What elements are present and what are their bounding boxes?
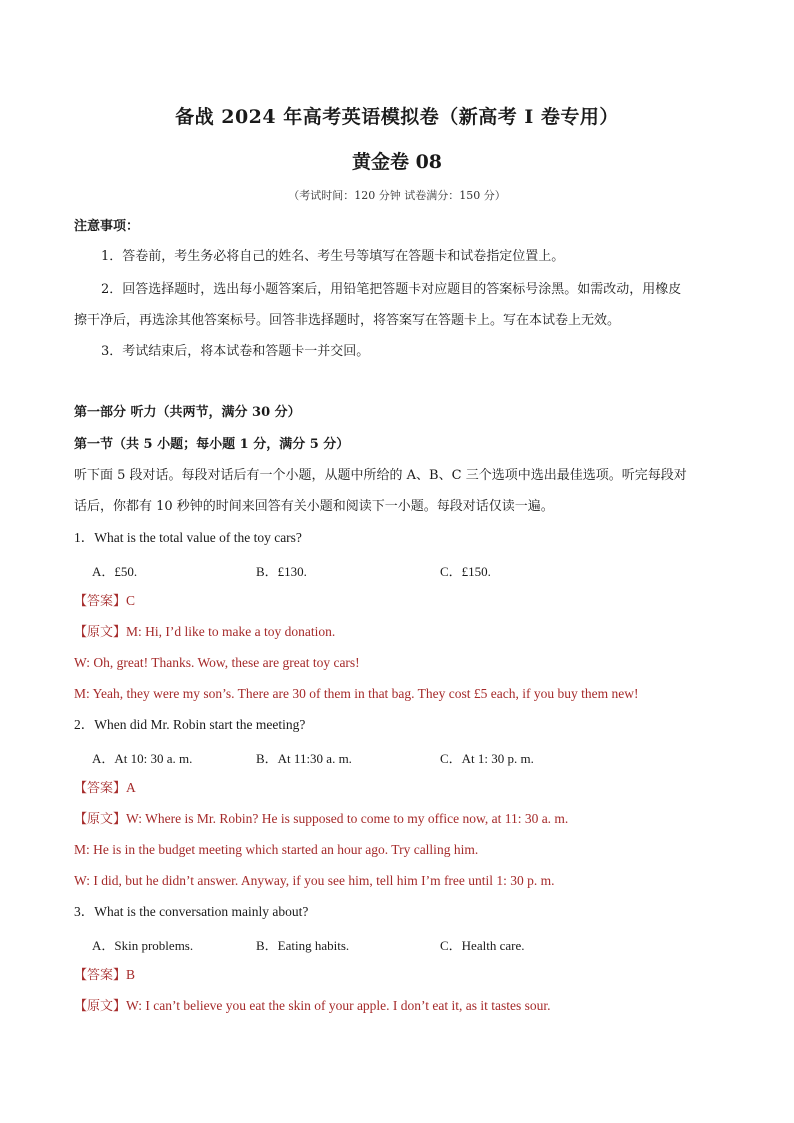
- script-tag: 【原文】: [74, 625, 127, 640]
- note-item: 2．回答选择题时，选出每小题答案后，用铅笔把答题卡对应题目的答案标号涂黑。如需改动，用橡皮: [101, 282, 682, 297]
- note-item: 擦干净后，再选涂其他答案标号。回答非选择题时，将答案写在答题卡上。写在本试卷上无效。: [74, 313, 621, 328]
- answer-tag: 【答案】: [74, 594, 127, 609]
- option-c: C．£150.: [440, 564, 491, 579]
- part-heading: 第一部分 听力（共两节，满分 30 分）: [74, 405, 301, 420]
- page-title: 备战 2024 年高考英语模拟卷（新高考 I 卷专用）: [175, 106, 619, 128]
- answer-tag: 【答案】: [74, 781, 127, 796]
- option-b: B．At 11:30 a. m.: [256, 751, 352, 766]
- script-line: M: He is in the budget meeting which started an hour ago. Try calling him.: [74, 842, 479, 857]
- script-tag: 【原文】: [74, 999, 127, 1014]
- answer-line: [74, 779, 136, 798]
- option-c: C．At 1: 30 p. m.: [440, 751, 534, 766]
- option-a: A．Skin problems.: [92, 938, 194, 953]
- answer-line: [74, 966, 135, 985]
- option-a: A．At 10: 30 a. m.: [92, 751, 193, 766]
- script-text: W: I can’t believe you eat the skin of your apple. I don’t eat it, as it tastes sour.: [126, 998, 551, 1013]
- script-line: W: I did, but he didn’t answer. Anyway, if you see him, tell him I’m free until 1: 30 p. m.: [74, 873, 555, 888]
- note-item: 1．答卷前，考生务必将自己的姓名、考生号等填写在答题卡和试卷指定位置上。: [101, 249, 565, 264]
- notes-heading: 注意事项：: [74, 219, 140, 234]
- answer-tag: 【答案】: [74, 968, 127, 983]
- script-line: [74, 623, 335, 642]
- answer-value: A: [126, 780, 136, 795]
- option-b: B．£130.: [256, 564, 307, 579]
- answer-value: C: [126, 593, 136, 608]
- instructions: 话后，你都有 10 秒钟的时间来回答有关小题和阅读下一小题。每段对话仅读一遍。: [74, 499, 554, 514]
- note-item: 3．考试结束后，将本试卷和答题卡一并交回。: [101, 344, 370, 359]
- script-text: W: Where is Mr. Robin? He is supposed to come to my office now, at 11: 30 a. m.: [126, 811, 569, 826]
- script-text: M: Hi, I’d like to make a toy donation.: [126, 624, 336, 639]
- instructions: 听下面 5 段对话。每段对话后有一个小题，从题中所给的 A、B、C 三个选项中选出最佳选项。听完每段对: [74, 468, 687, 483]
- section-heading: 第一节（共 5 小题；每小题 1 分，满分 5 分）: [74, 437, 350, 452]
- option-b: B．Eating habits.: [256, 938, 350, 953]
- script-line: W: Oh, great! Thanks. Wow, these are great toy cars!: [74, 655, 360, 670]
- question-stem: 1．What is the total value of the toy cars?: [74, 530, 302, 545]
- exam-info: （考试时间：120 分钟 试卷满分：150 分）: [288, 189, 506, 202]
- script-line: M: Yeah, they were my son’s. There are 30 of them in that bag. They cost £5 each, if you buy them new!: [74, 686, 639, 701]
- question-stem: 3．What is the conversation mainly about?: [74, 904, 309, 919]
- script-tag: 【原文】: [74, 812, 127, 827]
- option-a: A．£50.: [92, 564, 138, 579]
- option-c: C．Health care.: [440, 938, 525, 953]
- answer-line: [74, 592, 135, 611]
- question-stem: 2．When did Mr. Robin start the meeting?: [74, 717, 306, 732]
- script-line: [74, 810, 568, 829]
- answer-value: B: [126, 967, 136, 982]
- script-line: [74, 997, 551, 1016]
- page-subtitle: 黄金卷 08: [351, 151, 443, 173]
